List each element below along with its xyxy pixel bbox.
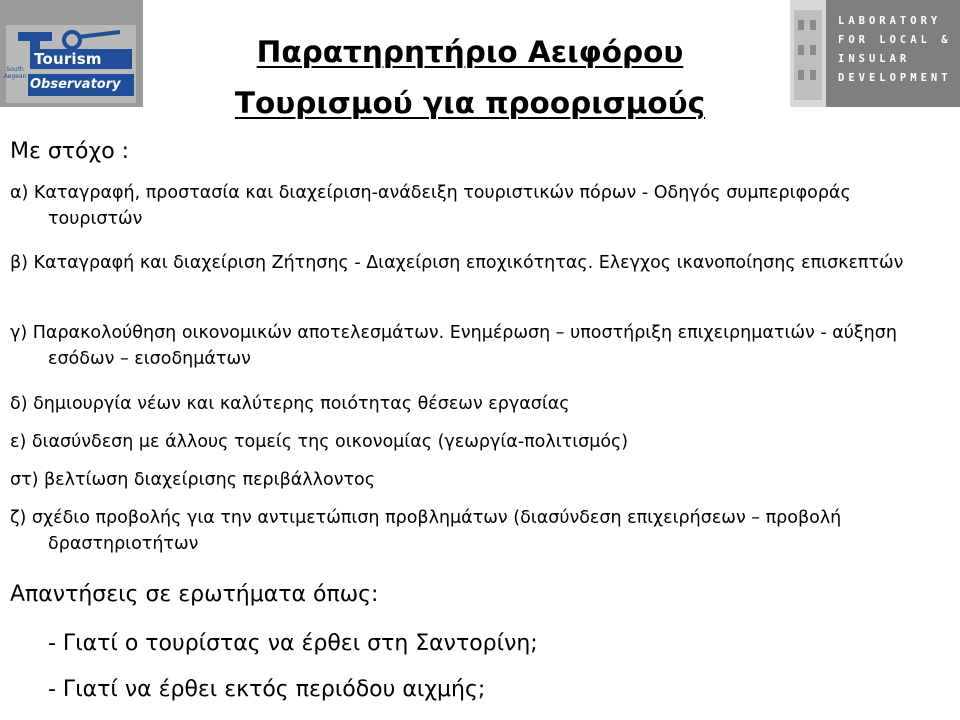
- goal-item: β) Καταγραφή και διαχείριση Ζήτησης - Διαχείριση εποχικότητας. Ελεγχος ικανοποίησης επισκεπτών: [10, 253, 904, 273]
- logo-small-text: South Aegean: [3, 66, 27, 80]
- goal-item: ε) διασύνδεση με άλλους τομείς της οικονομίας (γεωργία-πολιτισμός): [10, 432, 629, 452]
- goal-item: ζ) σχέδιο προβολής για την αντιμετώπιση προβλημάτων (διασύνδεση επιχειρήσεων – προβολή δραστηριοτήτων: [10, 508, 842, 554]
- tourism-observatory-logo: [0, 0, 143, 107]
- answers-heading: Απαντήσεις σε ερωτήματα όπως:: [10, 582, 379, 607]
- logo-observatory-word: Observatory: [28, 74, 134, 96]
- logo-tourism-word: Tourism: [30, 49, 132, 69]
- building-icon: [790, 0, 826, 107]
- lab-line-1: LABORATORY: [838, 15, 942, 27]
- question-item: - Γιατί να έρθει εκτός περιόδου αιχμής;: [48, 677, 486, 702]
- goal-item: γ) Παρακολούθηση οικονομικών αποτελεσμάτων. Ενημέρωση – υποστήριξη επιχειρηματιών - αύξηση εσόδων – εισοδημάτων: [10, 323, 897, 369]
- slide-title: [150, 27, 790, 129]
- goal-item: στ) βελτίωση διαχείρισης περιβάλλοντος: [10, 470, 375, 490]
- goals-heading: Με στόχο :: [10, 139, 130, 164]
- goal-item: δ) δημιουργία νέων και καλύτερης ποιότητας θέσεων εργασίας: [10, 394, 570, 414]
- lab-line-3: INSULAR: [838, 53, 911, 65]
- title-line-2: Τουρισμού για προορισμούς: [234, 86, 706, 120]
- question-item: - Γιατί ο τουρίστας να έρθει στη Σαντορίνη;: [48, 631, 538, 656]
- building-photo: [790, 0, 826, 107]
- lab-line-4: DEVELOPMENT: [838, 72, 952, 84]
- title-line-1: Παρατηρητήριο Αειφόρου: [256, 35, 684, 69]
- laboratory-logo: [790, 0, 960, 107]
- laboratory-logo-text: [838, 12, 958, 88]
- goal-item: α) Καταγραφή, προστασία και διαχείριση-ανάδειξη τουριστικών πόρων - Οδηγός συμπεριφοράς τουριστών: [10, 183, 851, 229]
- lab-line-2: FOR LOCAL &: [838, 34, 952, 46]
